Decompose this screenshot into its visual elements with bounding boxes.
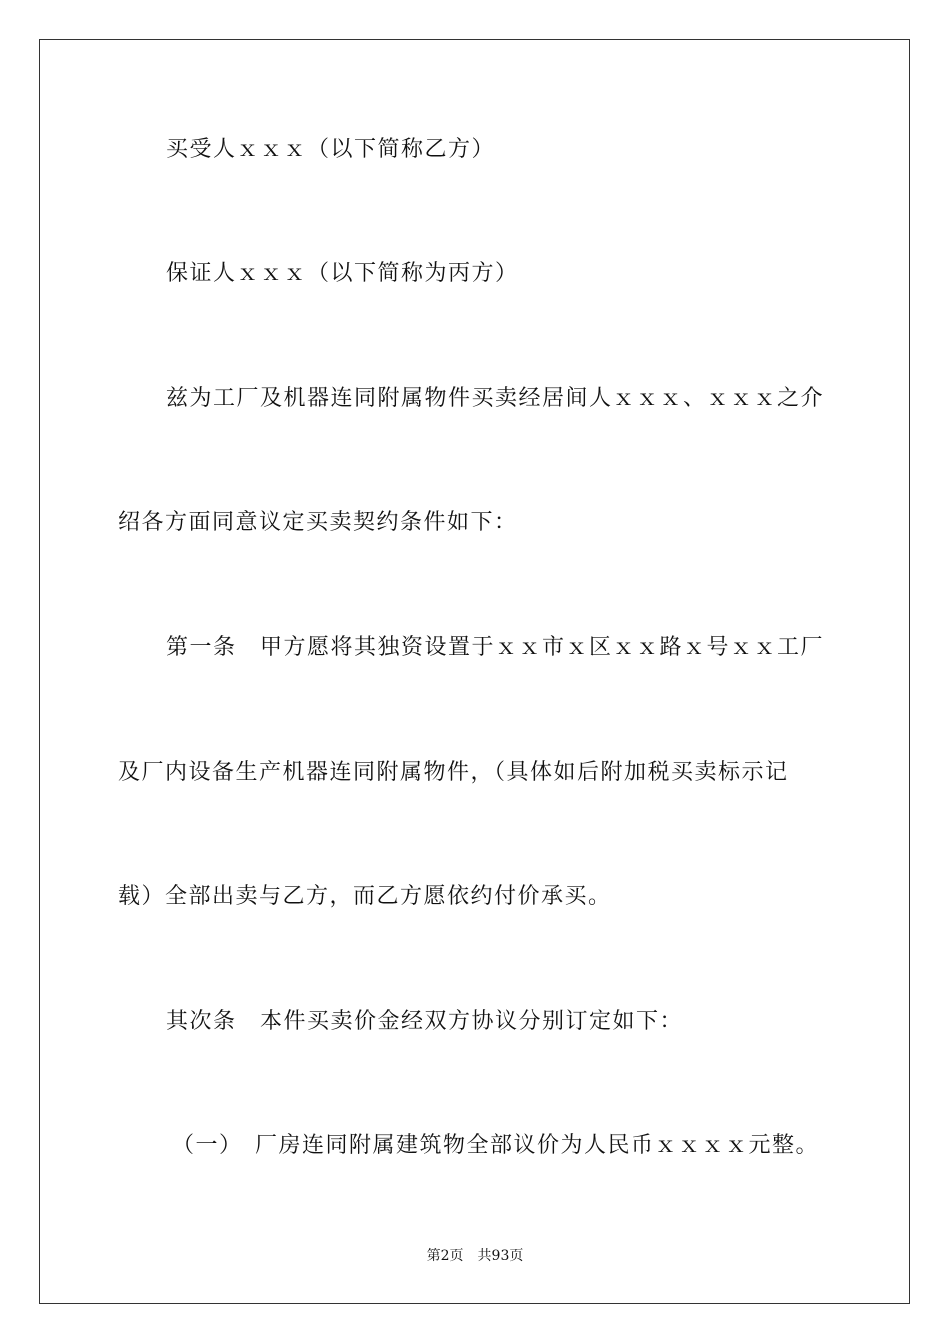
- intro-paragraph-line-1: 兹为工厂及机器连同附属物件买卖经居间人ｘｘｘ、ｘｘｘ之介: [166, 386, 825, 411]
- buyer-paragraph: 买受人ｘｘｘ（以下简称乙方）: [166, 137, 496, 162]
- article-1-line-2: 及厂内设备生产机器连同附属物件，（具体如后附加税买卖标示记: [118, 760, 789, 785]
- guarantor-paragraph: 保证人ｘｘｘ（以下简称为丙方）: [166, 261, 519, 286]
- article-1-line-3: 载）全部出卖与乙方，而乙方愿依约付价承买。: [118, 884, 612, 909]
- article-2-item-1: （一） 厂房连同附属建筑物全部议价为人民币ｘｘｘｘ元整。: [172, 1133, 820, 1158]
- intro-paragraph-line-2: 绍各方面同意议定买卖契约条件如下：: [118, 510, 518, 535]
- article-1-line-1: 第一条 甲方愿将其独资设置于ｘｘ市ｘ区ｘｘ路ｘ号ｘｘ工厂: [166, 635, 825, 660]
- page-border: [39, 39, 910, 1304]
- article-2-line-1: 其次条 本件买卖价金经双方协议分别订定如下：: [166, 1009, 684, 1034]
- page-footer: 第2页 共93页: [426, 1248, 524, 1264]
